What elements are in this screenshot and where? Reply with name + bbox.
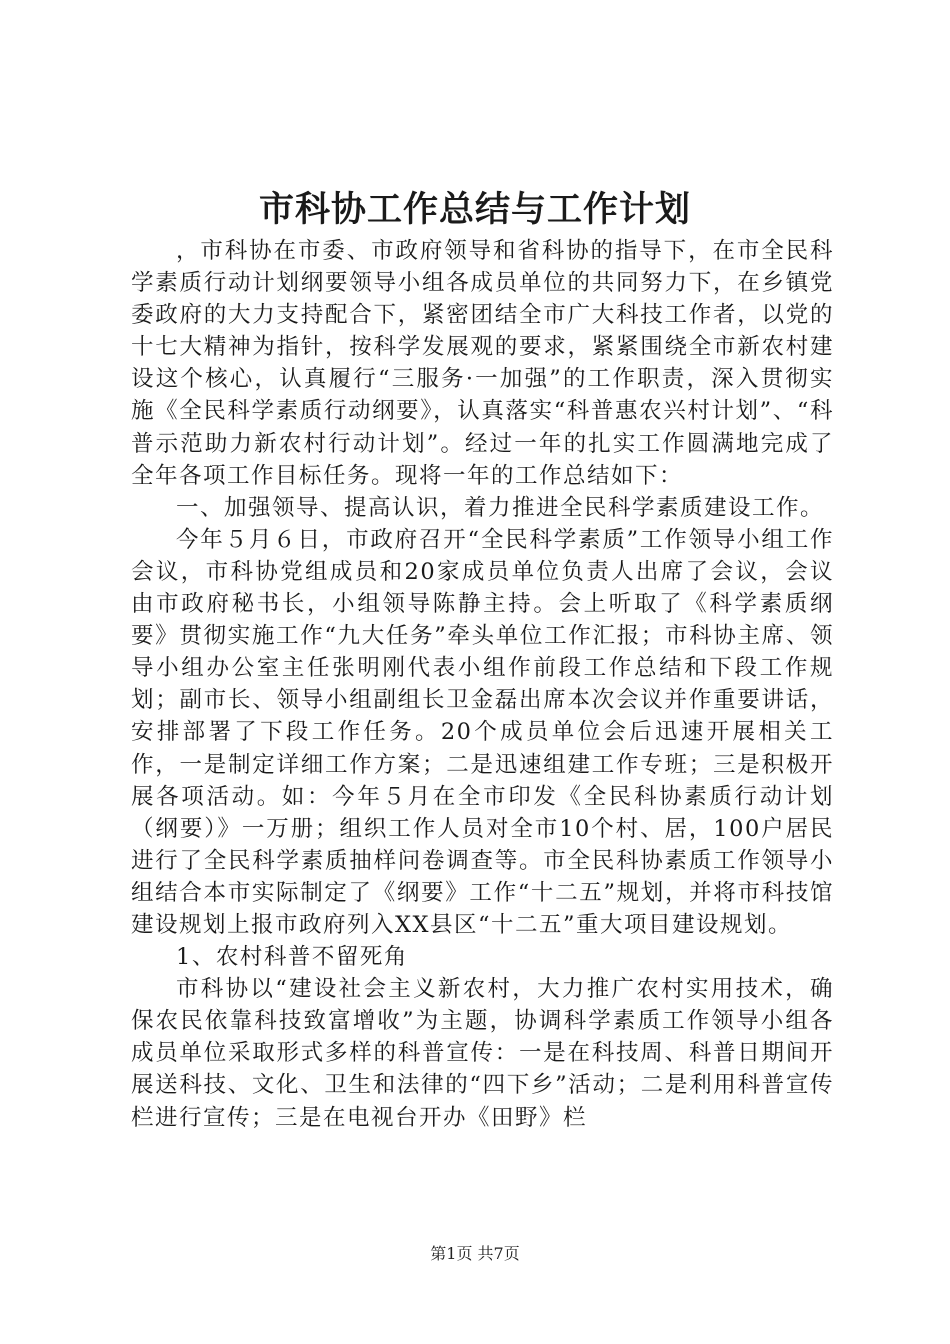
page-number-footer: 第1页 共7页 — [430, 1244, 520, 1263]
paragraph-rural-outreach: 市科协以“建设社会主义新农村，大力推广农村实用技术，确保农民依靠科技致富增收”为主题，协调科学素质工作领导小组各成员单位采取形式多样的科普宣传：一是在科技周、科普日期间开展送科技、文化、卫生和法律的“四下乡”活动；二是利用科普宣传栏进行宣传；三是在电视台开办《田野》栏 — [131, 976, 834, 1131]
subsection-heading-1: 1、农村科普不留死角 — [176, 944, 408, 971]
paragraph-meeting: 今年５月６日，市政府召开“全民科学素质”工作领导小组工作会议，市科协党组成员和20家成员单位负责人出席了会议，会议由市政府秘书长，小组领导陈静主持。会上听取了《科学素质纲要》贯彻实施工作“九大任务”牵头单位工作汇报；市科协主席、领导小组办公室主任张明刚代表小组作前段工作总结和下段工作规划；副市长、领导小组副组长卫金磊出席本次会议并作重要讲话，安排部署了下段工作任务。20个成员单位会后迅速开展相关工作，一是制定详细工作方案；二是迅速组建工作专班；三是积极开展各项活动。如：今年５月在全市印发《全民科协素质行动计划（纲要）》一万册；组织工作人员对全市10个村、居，100户居民进行了全民科学素质抽样问卷调查等。市全民科协素质工作领导小组结合本市实际制定了《纲要》工作“十二五”规划，并将市科技馆建设规划上报市政府列入XX县区“十二五”重大项目建设规划。 — [131, 526, 834, 938]
document-body — [131, 235, 834, 1134]
document-title: 市科协工作总结与工作计划 — [258, 189, 691, 230]
paragraph-intro: ，市科协在市委、市政府领导和省科协的指导下，在市全民科学素质行动计划纲要领导小组各成员单位的共同努力下，在乡镇党委政府的大力支持配合下，紧密团结全市广大科技工作者，以党的十七大精神为指针，按科学发展观的要求，紧紧围绕全市新农村建设这个核心，认真履行“三服务·一加强”的工作职责，深入贯彻实施《全民科学素质行动纲要》，认真落实“科普惠农兴村计划”、“科普示范助力新农村行动计划”。经过一年的扎实工作圆满地完成了全年各项工作目标任务。现将一年的工作总结如下： — [131, 238, 834, 489]
section-heading-1: 一、加强领导、提高认识，着力推进全民科学素质建设工作。 — [176, 494, 825, 521]
